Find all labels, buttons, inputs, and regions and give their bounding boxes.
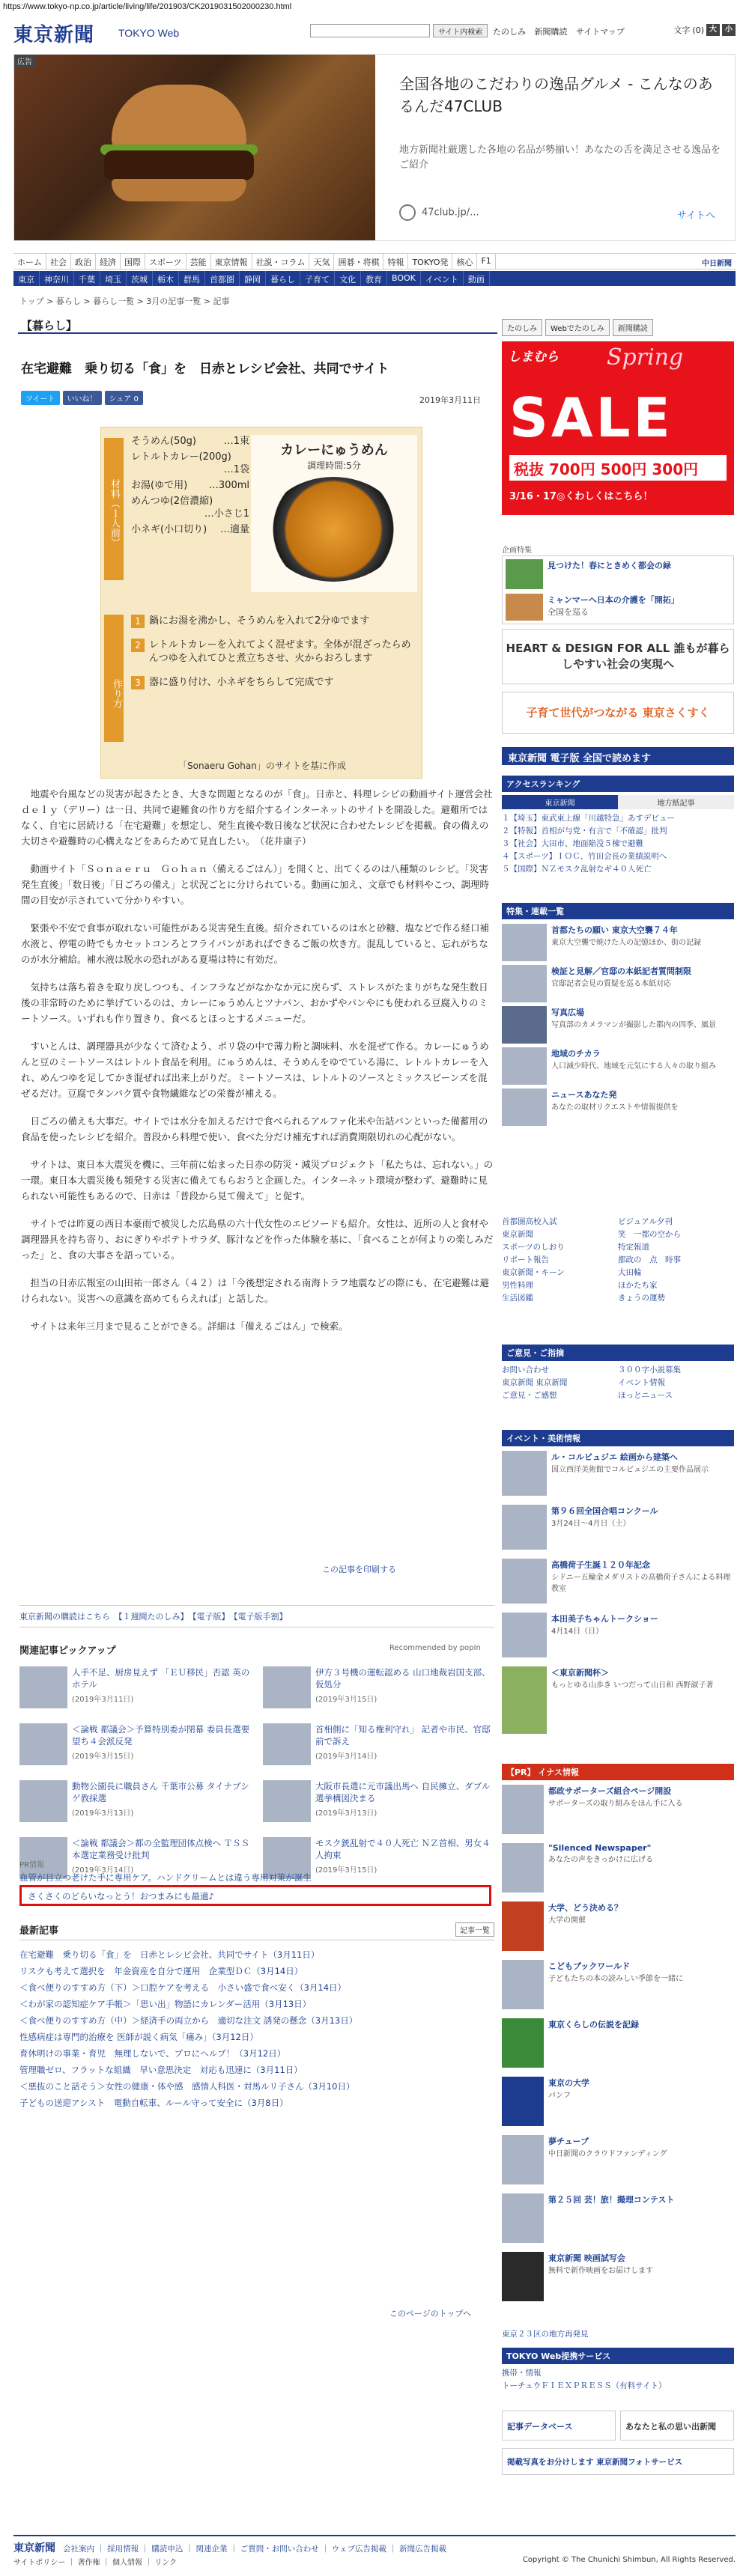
pr-info-item[interactable]: 東京新聞 映画試写会 無料で新作映画をお届けします — [502, 2252, 734, 2310]
misc-link[interactable]: 大田輪 — [618, 1268, 642, 1277]
ad-burger-image[interactable] — [14, 55, 375, 240]
ad-footer: 47club.jp/... サイトへ — [399, 204, 721, 227]
article-body — [21, 786, 494, 1346]
feature-item[interactable]: 検証と見解／官邸の本紙記者質問制限 官邸記者会見の質疑を巡る本紙対応 — [502, 965, 734, 988]
feature-item[interactable]: 写真広場 写真部のカメラマンが撮影した都内の四季、風景 — [502, 1006, 734, 1029]
misc-link[interactable]: 東京新聞 — [502, 1230, 533, 1239]
footer-links: 東京新聞 会社案内 ｜ 採用情報 ｜ 購読申込 ｜ 関連企業 ｜ ご質問・お問い合わせ ｜ ウェブ広告掲載 ｜ 新聞広告掲載 — [13, 2535, 736, 2553]
pickup-thumbnail[interactable] — [263, 1723, 311, 1765]
nav2-kanagawa[interactable]: 神奈川 — [40, 271, 74, 286]
pr-info-item[interactable]: 第２５回 芸！旅！撮理コンテスト — [502, 2193, 734, 2252]
nav2-tokyo[interactable]: 東京 — [13, 271, 40, 286]
pr-info-box — [502, 1764, 734, 2310]
nav2-book[interactable]: BOOK — [387, 271, 421, 286]
latest-article-link[interactable]: ＜悪抜のこと話そう＞女性の健康・体や感 感情人科医・対馬ルリ子さん（3月10日） — [19, 2081, 355, 2092]
feature-list — [502, 903, 734, 1126]
nav2-chiba[interactable]: 千葉 — [74, 271, 100, 286]
ranking-item[interactable]: ５【国際】ＮＺモスク乱射なギ４０人死亡 — [502, 865, 652, 874]
breadcrumb[interactable]: トップ > 暮らし > 暮らし一覧 > 3月の記事一覧 > 記事 — [19, 296, 230, 306]
nav-world[interactable]: 国際 — [121, 254, 145, 269]
nav-sports[interactable]: スポーツ — [145, 254, 187, 269]
contact-link[interactable]: お問い合わせ — [502, 1365, 549, 1374]
article-date: 2019年3月11日 — [419, 395, 481, 405]
tweet-button[interactable]: ツイート — [21, 391, 60, 405]
ingredient-list — [131, 435, 249, 539]
pr-info-item[interactable]: 東京の大学 パンフ — [502, 2077, 734, 2135]
latest-article-link[interactable]: 在宅避難 乗り切る「食」を 日赤とレシピ会社、共同でサイト（3月11日） — [19, 1949, 320, 1960]
pickup-item[interactable]: ＜論戦 都議会＞予算特別委が閉幕 委員長選要望ち４会派反発 (2019年3月15日) — [19, 1723, 251, 1770]
subscribe-links[interactable]: 東京新聞の購読はこちら 【１週間たのしみ】 【電子版】 【電子版手割】 — [19, 1605, 494, 1627]
back-to-top-link[interactable]: このページのトップへ — [389, 2309, 472, 2318]
misc-link[interactable]: リポート報告 — [502, 1255, 549, 1264]
pr-info-item[interactable]: 大学、どう決める？ 大学の開催 — [502, 1901, 734, 1960]
contact-link[interactable]: ご意見・ご感想 — [502, 1391, 557, 1400]
event-item[interactable]: ＜東京新聞杯＞ もっとゆる山歩き いつだって山日和 西野淑子著 — [502, 1666, 734, 1749]
latest-articles-list — [19, 1946, 494, 2111]
latest-article-link[interactable]: リスクも考えて選択を 年金資産を自分で運用 企業型ＤＣ（3月14日） — [19, 1966, 303, 1976]
misc-link[interactable]: 特定報道 — [618, 1243, 649, 1252]
recipe-title: カレーにゅうめん — [280, 442, 388, 458]
misc-link[interactable]: 都政の 点 時事 — [618, 1255, 681, 1264]
pickup-item[interactable]: モスク銃乱射で４０人死亡 ＮＺ首相、男女４人拘束 (2019年3月15日) — [263, 1837, 494, 1884]
sakusuku-banner[interactable]: 子育て世代がつながる 東京さくすく — [502, 692, 734, 734]
header-link-subscribe[interactable]: 新聞購読 — [534, 27, 568, 37]
pr-info-item[interactable]: 都政サポーターズ組合ページ開設 サポーターズの取り組みをほん手に入る — [502, 1785, 734, 1843]
misc-link[interactable]: ほかたち家 — [618, 1281, 658, 1290]
latest-article-link[interactable]: ＜食べ便りのすすめ方（中）＞経済手の両立から 適切な注文 誘発の懸念（3月13日） — [19, 2015, 358, 2026]
tab-subscribe[interactable]: 新聞購読 — [613, 319, 653, 336]
article-paragraph: 動画サイト「Ｓｏｎａｅｒｕ Ｇｏｈａｎ（備えるごはん）」を開くと、出てくるのは八種類のレシピ。「災害発生直後」「数日後」「日ごろの備え」と状況ごとに分けられている。動画に加え、文章でも材料やこつ、調理時間の目安が示されていて分かりやすい。 — [21, 863, 490, 906]
nav-society[interactable]: 社会 — [46, 254, 71, 269]
ingredients-tag: 材料（１人前） — [104, 438, 124, 580]
article-database-banner[interactable]: 記事データベース — [502, 2411, 616, 2440]
tab-tanoshimi[interactable]: たのしみ — [502, 319, 542, 336]
footer-bottom: サイトポリシー ｜ 著作権 ｜ 個人情報 ｜ リンク Copyright © The Chunichi Shimbun, All Rights Reserved. — [13, 2556, 736, 2567]
header-link-tanoshimi[interactable]: たのしみ — [493, 27, 526, 37]
font-size-down-button[interactable]: 小 — [722, 24, 736, 36]
article-paragraph: サイトは来年三月まで見ることができる。詳細は「備えるごはん」で検索。 — [30, 1321, 348, 1332]
pickup-item[interactable]: 伊方３号機の運転認める 山口地裁岩国支部、仮処分 (2019年3月15日) — [263, 1666, 494, 1713]
nav-entertainment[interactable]: 芸能 — [187, 254, 211, 269]
nav2-gunma[interactable]: 群馬 — [179, 271, 205, 286]
feature-item[interactable]: ニュースあなた発 あなたの取材リクエストや情報提供を — [502, 1088, 734, 1112]
recipe-image — [100, 427, 422, 779]
recipe-step: 2 レトルトカレーを入れてよく混ぜます。全体が混ざったらめんつゆを入れてひと煮立ちさせ、火からおろします — [131, 639, 416, 666]
nav2-kosodate[interactable]: 子育て — [300, 271, 335, 286]
right-tabs — [502, 319, 653, 336]
nav2-kurashi[interactable]: 暮らし — [266, 271, 300, 286]
corp-feature-label: 企画特集 — [502, 546, 532, 555]
article-paragraph: 緊張や不安で食事が取れない可能性がある災害発生直後。紹介されているのは水と砂糖、塩などで作る経口補水液と、停電の時でもカセットコンろとフライパンがあればできるご飯の炊き方。混乱していると、忘れがちなのが水分補給。補水液は脱水の恐れがある夏場は特に有効だ。 — [21, 922, 490, 965]
event-item[interactable]: 高橋荷子生誕１２０年記念 シドニー五輪金メダリストの高橋荷子さんによる料理教室 — [502, 1559, 734, 1613]
site-logo[interactable]: 東京新聞 — [13, 24, 95, 46]
pr-info-item[interactable]: こどもブックワールド 子どもたちの本の読みしい季節を一緒に — [502, 1960, 734, 2018]
font-size-up-button[interactable]: 大 — [706, 24, 720, 36]
pickup-thumbnail[interactable] — [19, 1666, 67, 1708]
recipe-time: 調理時間:5分 — [307, 460, 361, 471]
article-paragraph: 気持ちは落ち着きを取り戻しつつも、インフラなどがなかなか元に戻らず、ストレスがたまりがちな発生数日後の非常時のために挙げているのは、カレーにゅうめんとツナパン、おかずやパンやにも使われる豆腐入りのミートソース。いずれも作り置きり、食べるとほっとするメニューだ。 — [21, 981, 488, 1024]
pickup-thumbnail[interactable] — [263, 1666, 311, 1708]
main-nav — [13, 253, 736, 270]
font-size-controls: 文字 (0) 大 小 — [673, 24, 736, 36]
contact-link[interactable]: イベント情報 — [618, 1378, 665, 1387]
pr-link[interactable]: 血管が目立つ老けた手に専用ケア。ハンドクリームとは違う専用対策が誕生 — [19, 1872, 312, 1883]
feature-item[interactable]: 地域のチカラ 人口減少時代、地域を元気にする人々の取り組み — [502, 1047, 734, 1071]
nav-chunichi[interactable]: 中日新聞 — [702, 260, 732, 268]
header-link-sitemap[interactable]: サイトマップ — [576, 27, 625, 37]
database-banners — [502, 2411, 734, 2440]
pickup-thumbnail[interactable] — [19, 1723, 67, 1765]
pickup-item[interactable]: 首相側に「知る権利守れ」 記者や市民、官邸前で訴え (2019年3月14日) — [263, 1723, 494, 1770]
nav2-shutoken[interactable]: 首都圏 — [205, 271, 240, 286]
latest-article-link[interactable]: 性感病症は専門的治療を 医師が説く病気「痛み」（3月12日） — [19, 2032, 258, 2042]
globe-icon — [399, 204, 416, 221]
header-links — [493, 25, 631, 37]
recipe-credit: 「Sonaeru Gohan」のサイトを基に作成 — [178, 761, 347, 771]
nav-weather[interactable]: 天気 — [309, 254, 334, 269]
nav-igo[interactable]: 囲碁・将棋 — [334, 254, 383, 269]
article-paragraph: サイトは、東日本大震災を機に、三年前に始まった日赤の防災・減災プロジェクト「私たちは、忘れない。」の一環。東日本大震災後も頻発する災害に備えてもらおうと企画した。インターネット環境が整わず、避難時に見られない可能性もあるので、日赤は「普段から見て備えて」と促す。 — [21, 1159, 494, 1202]
ingredient-item: レトルトカレー(200g) …1袋 — [131, 451, 249, 475]
ad-label: 広告 — [14, 55, 35, 67]
pickup-item[interactable]: 人手不足、厨房見えず 「ＥＵ移民」否認 英のホテル (2019年3月11日) — [19, 1666, 251, 1713]
pr-info-item[interactable]: 東京くらしの伝説を記録 — [502, 2018, 734, 2077]
section-title: 【暮らし】 — [18, 317, 497, 334]
nav2-event[interactable]: イベント — [421, 271, 464, 286]
print-article-link[interactable]: この記事を印刷する — [322, 1565, 396, 1574]
site-logo-web[interactable]: TOKYO Web — [118, 27, 180, 39]
pr-info-item[interactable]: "Silenced Newspaper" あなたの声をきっかけに広げる — [502, 1843, 734, 1901]
nav-home[interactable]: ホーム — [13, 254, 46, 269]
search-button[interactable]: サイト内検索 — [433, 24, 488, 37]
ranking-tab-tokyo[interactable]: 東京新聞 — [502, 795, 618, 809]
nav-tokyo-info[interactable]: 東京情報 — [211, 254, 252, 269]
access-ranking — [502, 776, 734, 876]
url-bar[interactable]: https://www.tokyo-np.co.jp/article/living/life/201903/CK2019031502000230.html — [3, 2, 292, 11]
ranking-item[interactable]: ４【スポーツ】ＩＯＣ、竹田会長の業績説明へ — [502, 852, 667, 861]
latest-article-link[interactable]: 育休明けの事業・育児 無理しないで、プロにヘルプ！（3月12日） — [19, 2048, 286, 2059]
misc-link[interactable]: きょうの運勢 — [618, 1294, 665, 1303]
nav2-shizuoka[interactable]: 静岡 — [240, 271, 266, 286]
event-item[interactable]: 本田美子ちゃんトークショー 4月14日（日） — [502, 1613, 734, 1666]
misc-link[interactable]: 笑 一都の空から — [618, 1230, 681, 1239]
latest-article-link[interactable]: ＜食べ便りのすすめ方（下）＞口腔ケアを考える 小さい盛で食べ安く（3月14日） — [19, 1982, 347, 1993]
fb-share-button[interactable]: シェア 0 — [105, 391, 143, 405]
nav2-saitama[interactable]: 埼玉 — [100, 271, 127, 286]
article-list-button[interactable]: 記事一覧 — [455, 1922, 494, 1937]
nav-politics[interactable]: 政治 — [71, 254, 96, 269]
misc-link[interactable]: 生活図鑑 — [502, 1294, 533, 1303]
nav-tokuhou[interactable]: 特報 — [383, 254, 408, 269]
nav2-video[interactable]: 動画 — [464, 271, 490, 286]
misc-link[interactable]: 東京新聞・キーン — [502, 1268, 565, 1277]
corp-feature-item[interactable]: 見つけた！春にときめく都会の緑 — [506, 559, 730, 589]
service-link[interactable]: 携帯・情報 — [502, 2369, 542, 2378]
article-paragraph: すいとんは、調理器具が少なくて済むよう、ポリ袋の中で薄力粉と調味料、水を混ぜて作る。カレーにゅうめんと豆のミートソースはレトルト食品を利用。にゅうめんは、そうめんをゆでている湯に、レトルトカレーを入れ、めんつゆを足してかき混ぜれば出来上がりだ。ミートソースは、レトルトのソースとミックスビーンズを混ぜるだけ。豆腐でタンパク質や食物繊維などの栄養が補える。 — [21, 1041, 489, 1099]
photo-service-banner[interactable]: 掲載写真をお分けします 東京新聞フォトサービス — [502, 2448, 734, 2475]
nav-kakushin[interactable]: 核心 — [452, 254, 477, 269]
feature-list-title: 特集・連載一覧 — [502, 903, 734, 919]
ad-title[interactable]: 全国各地のこだわりの逸品グルメ - こんなのあるんだ47CLUB — [399, 75, 713, 115]
recipe-steps — [131, 615, 416, 700]
latest-article-link[interactable]: ＜わが家の認知症ケア手帳＞「思い出」物語にカレンダー活用（3月13日） — [19, 1999, 312, 2009]
tab-web-tanoshimi[interactable]: Webでたのしみ — [545, 319, 610, 336]
ad-go-button[interactable]: サイトへ — [676, 210, 715, 222]
ranking-item[interactable]: ２【特報】首相が与党・有言で「不確認」批判 — [502, 826, 667, 835]
contact-link[interactable]: 東京新聞 東京新聞 — [502, 1378, 568, 1387]
pickup-item[interactable]: ＜論戦 都議会＞都の全監理団体点検へ ＴＳＳ本選定業務受け批判 (2019年3月14日) — [19, 1837, 251, 1884]
pickup-thumbnail[interactable] — [263, 1780, 311, 1822]
nav2-kyoiku[interactable]: 教育 — [361, 271, 387, 286]
recipe-step: 1 鍋にお湯を沸かし、そうめんを入れて2分ゆでます — [131, 615, 416, 628]
contact-title: ご意見・ご指摘 — [502, 1345, 734, 1361]
popin-label[interactable]: Recommended by popIn — [389, 1644, 481, 1652]
pickup-item[interactable]: 動物公園長に職員さん 千葉市公募 タイナプシゲ教採選 (2019年3月13日) — [19, 1780, 251, 1827]
contact-box — [502, 1345, 734, 1402]
denshiban-banner[interactable]: 東京新聞 電子版 全国で読めます — [502, 747, 734, 765]
service-title: TOKYO Web提携サービス — [502, 2348, 734, 2364]
events-box — [502, 1430, 734, 1749]
ranking-tabs — [502, 795, 734, 809]
misc-links — [502, 1216, 734, 1305]
copyright: Copyright © The Chunichi Shimbun, All Rights Reserved. — [522, 2556, 736, 2564]
recipe-step: 3 器に盛り付け、小ネギをちらして完成です — [131, 676, 416, 689]
pr-link-highlighted[interactable]: さくさくのどらいなっとう！おつまみにも最適♪ — [19, 1885, 491, 1906]
related-pickup-title: 関連記事ピックアップ — [19, 1645, 116, 1657]
top-ad[interactable] — [13, 54, 736, 241]
heart-design-banner[interactable]: HEART & DESIGN FOR ALL 誰もが暮らしやすい社会の実現へ — [502, 629, 734, 684]
service-box — [502, 2348, 734, 2393]
ranking-list — [502, 812, 734, 876]
local-discovery-link[interactable]: 東京２３区の地方再発見 — [502, 2330, 589, 2339]
event-item[interactable]: ル・コルビュジエ 絵画から建築へ 国立西洋美術館でコルビュジエの主要作品展示 — [502, 1451, 734, 1505]
ranking-item[interactable]: ３【社会】大田市、地面陥没５棟で避難 — [502, 839, 643, 848]
misc-link[interactable]: 首都圏高校入試 — [502, 1217, 557, 1226]
shimamura-sale-ad[interactable]: しまむら Spring SALE 税抜 700円 500円 300円 3/16・17◎くわしくはこちら！ — [502, 341, 734, 515]
misc-link[interactable]: 男性料理 — [502, 1281, 533, 1290]
ad-description: 地方新聞社厳選した各地の名品が勢揃い！あなたの舌を満足させる逸品をご紹介 — [399, 144, 721, 171]
memory-newspaper-banner[interactable]: あなたと私の思い出新聞 — [620, 2411, 734, 2440]
search-input[interactable] — [310, 24, 430, 37]
pr-info-title: 【PR】 イナス情報 — [502, 1764, 734, 1780]
curry-bowl-image — [266, 477, 401, 582]
pickup-item[interactable]: 大阪市長選に元市議出馬へ 自民擁立、ダブル選挙構図決まる (2019年3月13日) — [263, 1780, 494, 1827]
latest-articles-title: 最新記事 記事一覧 — [19, 1922, 494, 1940]
contact-link[interactable]: ３００字小説募集 — [618, 1365, 681, 1374]
misc-link[interactable]: ビジュアル夕刊 — [618, 1217, 673, 1226]
contact-link[interactable]: ほっとニュース — [618, 1391, 673, 1400]
article-paragraph: 担当の日赤広報室の山田祐一郎さん（４２）は「今後想定される南海トラフ地震などの際にも、在宅避難は避けられない。災害への意識を高めてもらえれば」と話した。 — [21, 1277, 490, 1304]
nav-tokyo-hatsu[interactable]: TOKYO発 — [408, 254, 452, 269]
nav2-tochigi[interactable]: 栃木 — [153, 271, 179, 286]
sub-nav — [13, 271, 736, 286]
ranking-tab-local[interactable]: 地方紙記事 — [618, 795, 734, 809]
feature-item[interactable]: 首都たちの願い 東京大空襲７４年 東京大空襲で焼けた人の記憶ほか、街の記録 — [502, 924, 734, 947]
access-ranking-title: アクセスランキング — [502, 776, 734, 792]
nav2-bunka[interactable]: 文化 — [335, 271, 361, 286]
pr-info-item[interactable]: 夢チューブ 中日新聞のクラウドファンディング — [502, 2135, 734, 2193]
share-buttons — [21, 391, 143, 405]
corp-feature-box — [502, 555, 734, 624]
ingredient-item: 小ネギ(小口切り) …適量 — [131, 524, 249, 535]
footer-logo[interactable]: 東京新聞 — [13, 2542, 55, 2554]
nav2-ibaraki[interactable]: 茨城 — [127, 271, 153, 286]
like-button[interactable]: いいね！ — [63, 391, 102, 405]
pickup-thumbnail[interactable] — [19, 1780, 67, 1822]
site-header — [13, 16, 736, 45]
nav-editorial[interactable]: 社説・コラム — [252, 254, 310, 269]
misc-link[interactable]: スポーツのしおり — [502, 1243, 565, 1252]
ingredient-item: めんつゆ(2倍濃縮) …小さじ1 — [131, 496, 249, 520]
article-headline: 在宅避難 乗り切る「食」を 日赤とレシピ会社、共同でサイト — [21, 362, 389, 377]
article-paragraph: 日ごろの備えも大事だ。サイトでは水分を加えるだけで食べられるアルファ化米や缶詰パンといった備蓄用の食品を使ったレシピを紹介。普段から料理で使い、食べた分だけ補充すれば消費期限切れの心配がない。 — [21, 1115, 488, 1142]
latest-article-link[interactable]: 子どもの送迎アシスト 電動自転車、ルール守って安全に（3月8日） — [19, 2098, 288, 2108]
ranking-item[interactable]: １【埼玉】東武東上線「川越特急」あすデビュー — [502, 814, 675, 823]
ingredient-item: お湯(ゆで用) …300ml — [131, 480, 249, 491]
article-paragraph: サイトでは昨夏の西日本豪雨で被災した広島県の六十代女性のエピソードも紹介。女性は、近所の人と食材や調理器具を持ち寄り、おにぎりやポテトサラダ、豚汁などを作った体験を基に、「食べることが何よりの楽しみだった」と、食の大事さを語っている。 — [21, 1218, 494, 1261]
related-pickup-grid — [19, 1666, 494, 1884]
nav-economy[interactable]: 経済 — [96, 254, 121, 269]
corp-feature-item[interactable]: ミャンマーへ日本の介護を「開拓」 全国を巡る — [506, 594, 730, 621]
ingredient-item: そうめん(50g) …1束 — [131, 436, 249, 447]
steps-tag: 作り方 — [104, 615, 124, 742]
nav-f1[interactable]: F1 — [477, 254, 495, 269]
pr-label: PR情報 — [19, 1861, 44, 1869]
events-title: イベント・美術情報 — [502, 1430, 734, 1446]
event-item[interactable]: 第９６回全国合唱コンクール 3月24日〜4月日（土） — [502, 1505, 734, 1559]
recipe-photo — [251, 435, 417, 592]
service-link[interactable]: トーチュウＦＩＥＸＰＲＥＳＳ（有料サイト） — [502, 2381, 667, 2390]
article-paragraph: 地震や台風などの災害が起きたとき、大きな問題となるのが「食」。日赤と、料理レシピの動画サイト運営会社ｄｅｌｙ（デリー）は一日、共同で避難食の作り方を紹介するインターネットのサイトを開設した。避難所ではなく、自宅に居続ける「在宅避難」を想定し、発生直後や数日後など状況に合わせたレシピを掲載。食の備えの大切さや避難時の心構えなどをあらためて見直したい。 （花井康子） — [21, 788, 493, 847]
latest-article-link[interactable]: 管理職ゼロ、フラットな組織 早い意思決定 対応も迅速に（3月11日） — [19, 2065, 303, 2075]
